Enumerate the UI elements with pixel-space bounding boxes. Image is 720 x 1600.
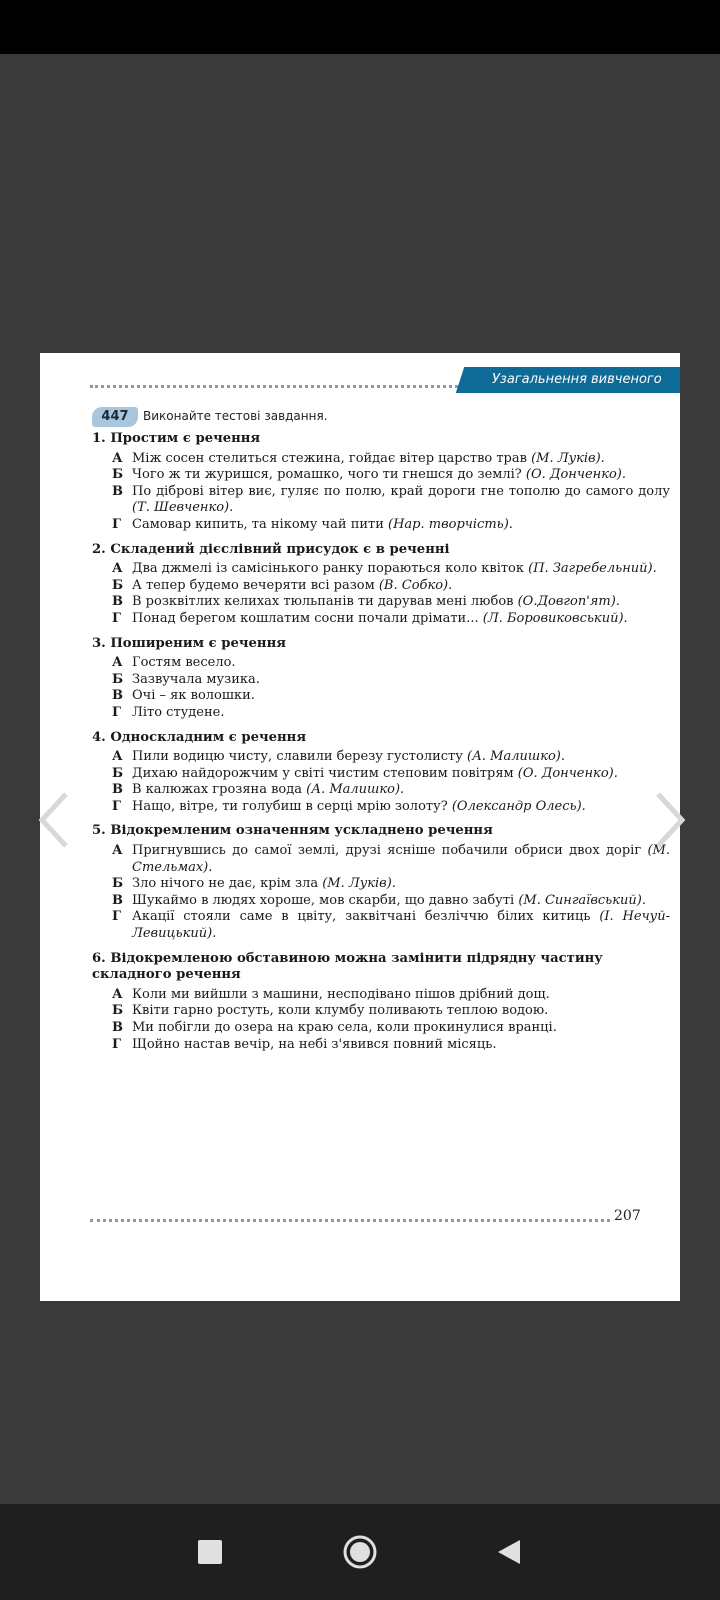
option-source: (О. Донченко). (517, 765, 618, 781)
option-text: Очі – як волошки. (132, 688, 255, 704)
back-button[interactable] (490, 1532, 530, 1572)
option-letter: А (112, 986, 123, 1002)
task-number-badge: 447 (92, 407, 138, 427)
option-text: Квіти гарно ростуть, коли клумбу поливають теплою водою. (132, 1003, 549, 1019)
answer-option (92, 705, 670, 722)
option-letter: Б (112, 765, 124, 781)
option-letter: В (112, 483, 123, 499)
question-title: 6. Відокремленою обставиною можна замінити підрядну частину складного речення (92, 950, 603, 983)
question-title: 5. Відокремленим означенням ускладнено речення (92, 823, 493, 839)
answer-option (92, 1037, 670, 1054)
answer-option (92, 517, 670, 534)
question-title: 1. Простим є речення (92, 431, 261, 446)
question (92, 951, 670, 1054)
questions-list (92, 431, 670, 1061)
option-source: (М. Луків). (531, 450, 605, 466)
option-text-wrap (132, 688, 670, 705)
option-text-wrap (132, 987, 670, 1004)
top-divider (90, 385, 500, 388)
page-number: 207 (614, 1208, 641, 1224)
option-source: (М. Луків). (322, 876, 396, 892)
option-text: Самовар кипить, та нікому чай пити (132, 516, 389, 532)
status-bar (0, 0, 720, 54)
option-letter: В (112, 782, 123, 798)
section-label: Узагальнення вивченого (492, 372, 662, 387)
option-letter: А (112, 561, 123, 577)
option-text: Зазвучала музика. (132, 671, 260, 687)
chevron-right-icon (648, 790, 688, 850)
answer-option (92, 467, 670, 484)
answer-option (92, 749, 670, 766)
triangle-back-icon (492, 1534, 528, 1570)
option-letter: В (112, 892, 123, 908)
home-button[interactable] (340, 1532, 380, 1572)
answer-option (92, 451, 670, 468)
option-text: Ми побігли до озера на краю села, коли прокинулися вранці. (132, 1020, 557, 1035)
option-source: (І. Нечуй-Левицький). (132, 909, 670, 942)
option-text-wrap (132, 799, 670, 816)
answer-option (92, 672, 670, 689)
answer-option (92, 655, 670, 672)
option-source: (О.Довгоп'ят). (517, 594, 620, 610)
option-text: По діброві вітер виє, гуляє по полю, край дороги гне тополю до самого долу (132, 483, 670, 499)
option-letter: Б (112, 876, 124, 892)
option-text-wrap (132, 578, 670, 595)
option-text-wrap (132, 876, 670, 893)
option-source: (А. Малишко). (467, 749, 566, 765)
option-letter: А (112, 450, 123, 466)
option-source: (О. Донченко). (525, 467, 626, 483)
option-text: В розквітлих келихах тюльпанів ти дарував мені любов (132, 594, 518, 610)
option-text-wrap (132, 561, 670, 578)
option-letter: Б (112, 1003, 124, 1019)
option-letter: Г (112, 1036, 121, 1052)
option-text: Акації стояли саме в цвіту, заквітчані безліччю білих китиць (132, 909, 600, 925)
option-text-wrap (132, 451, 670, 468)
option-text: А тепер будемо вечеряти всі разом (132, 577, 379, 593)
option-text-wrap (132, 672, 670, 689)
option-source: (М. Сингаївський). (518, 892, 646, 908)
option-letter: А (112, 655, 123, 671)
option-letter: В (112, 688, 123, 704)
option-text: Шукаймо в людях хороше, мов скарби, що давно забуті (132, 892, 519, 908)
answer-option (92, 782, 670, 799)
option-text: Пили водицю чисту, славили березу густолисту (132, 749, 467, 765)
next-page-button[interactable] (648, 790, 688, 850)
answer-option (92, 1020, 670, 1037)
option-text-wrap (132, 749, 670, 766)
option-letter: Г (112, 704, 121, 720)
option-text-wrap (132, 843, 670, 876)
question (92, 542, 670, 628)
option-text-wrap (132, 594, 670, 611)
answer-option (92, 561, 670, 578)
option-text-wrap (132, 782, 670, 799)
book-page (40, 353, 680, 1301)
answer-option (92, 876, 670, 893)
answer-option (92, 987, 670, 1004)
bottom-divider (90, 1219, 610, 1222)
option-text: Між сосен стелиться стежина, гойдає вітер царство трав (132, 450, 532, 466)
option-text-wrap (132, 655, 670, 672)
question-title: 2. Складений дієслівний присудок є в реченні (92, 541, 450, 557)
option-letter: Б (112, 467, 124, 483)
option-text: В калюжах грозяна вода (132, 782, 307, 798)
answer-option (92, 893, 670, 910)
answer-option (92, 766, 670, 783)
option-letter: Г (112, 516, 121, 532)
option-text-wrap (132, 1037, 670, 1054)
option-text: Літо студене. (132, 704, 225, 720)
option-text: Зло нічого не дає, крім зла (132, 876, 323, 892)
answer-option (92, 484, 670, 517)
answer-option (92, 611, 670, 628)
option-text-wrap (132, 766, 670, 783)
option-letter: В (112, 594, 123, 610)
square-icon (192, 1534, 228, 1570)
answer-option (92, 909, 670, 942)
option-text-wrap (132, 517, 670, 534)
question (92, 636, 670, 722)
option-letter: А (112, 749, 123, 765)
system-navigation-bar (0, 1504, 720, 1600)
option-letter: Г (112, 610, 121, 626)
option-letter: Б (112, 671, 124, 687)
option-text-wrap (132, 705, 670, 722)
circle-icon (342, 1534, 378, 1570)
answer-option (92, 594, 670, 611)
option-text: Два джмелі із самісінького ранку пораються коло квіток (132, 561, 529, 577)
option-source: (В. Собко). (378, 577, 453, 593)
option-letter: Г (112, 909, 121, 925)
option-source: (Л. Боровиковський). (482, 610, 628, 626)
question (92, 431, 670, 534)
answer-option (92, 1003, 670, 1020)
question (92, 823, 670, 942)
option-text: Коли ми вийшли з машини, несподівано пішов дрібний дощ. (132, 986, 550, 1002)
question-title: 4. Односкладним є речення (92, 729, 307, 745)
option-text-wrap (132, 484, 670, 517)
option-text: Дихаю найдорожчим у світі чистим степовим повітрям (132, 765, 518, 781)
option-text: Нащо, вітре, ти голубиш в серці мрію золоту? (132, 798, 452, 814)
option-source: (Т. Шевченко). (132, 500, 234, 516)
option-text-wrap (132, 1020, 670, 1037)
option-source: (А. Малишко). (306, 782, 405, 798)
question-title: 3. Поширеним є речення (92, 635, 286, 651)
answer-option (92, 688, 670, 705)
option-text-wrap (132, 893, 670, 910)
option-text: Гостям весело. (132, 655, 236, 671)
option-source: (Нар. творчість). (388, 516, 513, 532)
option-source: (П. Загребельний). (528, 561, 657, 577)
task-instruction: Виконайте тестові завдання. (143, 409, 328, 423)
option-text-wrap (132, 611, 670, 628)
previous-page-button[interactable] (36, 790, 76, 850)
option-letter: А (112, 843, 123, 859)
option-text: Понад берегом кошлатим сосни почали дрімати... (132, 610, 483, 626)
option-source: (Олександр Олесь). (451, 798, 586, 814)
option-text: Пригнувшись до самої землі, друзі ясніше побачили обриси двох доріг (132, 843, 648, 859)
option-text: Щойно настав вечір, на небі з'явився повний місяць. (132, 1036, 497, 1052)
option-text-wrap (132, 467, 670, 484)
option-source: (М. Стельмах). (132, 843, 670, 875)
question (92, 730, 670, 816)
option-text-wrap (132, 909, 670, 942)
chevron-left-icon (36, 790, 76, 850)
option-letter: Б (112, 577, 124, 593)
recent-apps-button[interactable] (190, 1532, 230, 1572)
answer-option (92, 843, 670, 876)
option-text-wrap (132, 1003, 670, 1020)
option-letter: Г (112, 798, 121, 814)
answer-option (92, 799, 670, 816)
option-letter: В (112, 1020, 123, 1035)
option-text: Чого ж ти журишся, ромашко, чого ти гнешся до землі? (132, 467, 526, 483)
answer-option (92, 578, 670, 595)
